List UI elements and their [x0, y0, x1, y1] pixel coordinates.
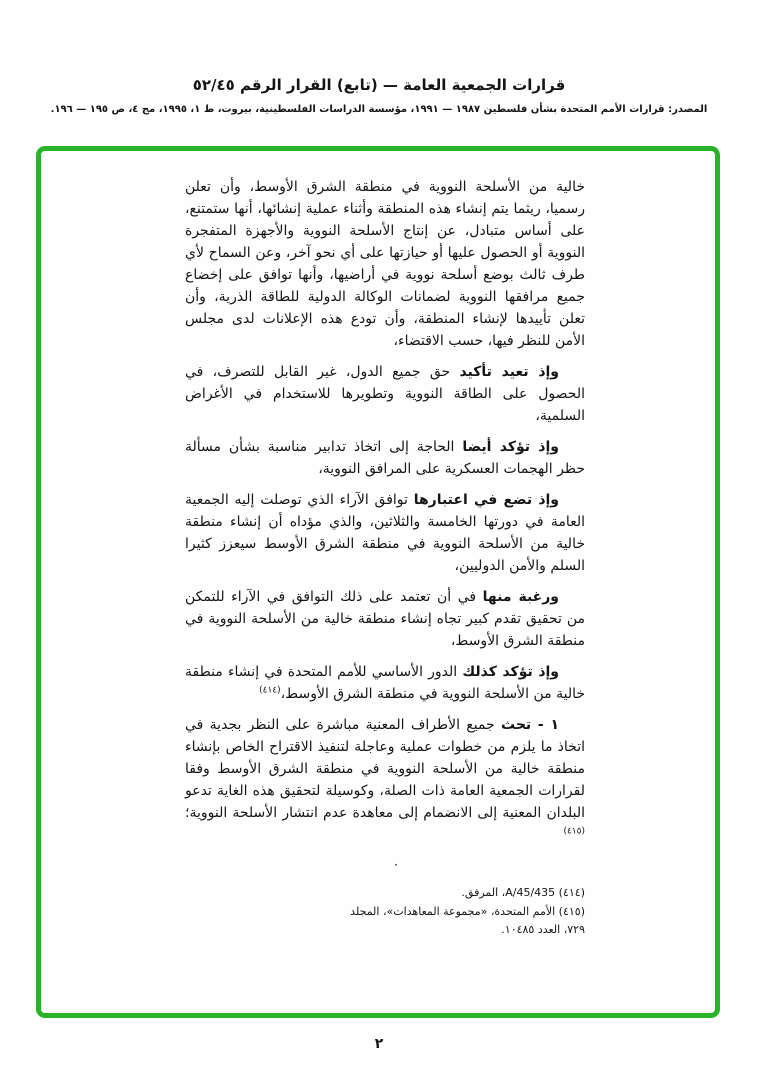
- paragraph-text: حق جميع الدول، غير القابل للتصرف، في الحصول على الطاقة النووية وتطويرها للاستخدام في الأغراض السلمية،: [185, 364, 585, 424]
- page-header: [0, 76, 758, 115]
- footnote-item: (٤١٤) A/45/435، المرفق.: [461, 886, 585, 899]
- paragraph-lead: وإذ تؤكد كذلك: [462, 664, 560, 680]
- paragraph-lead: وإذ تؤكد أيضا: [462, 439, 559, 455]
- footnotes-block: [333, 884, 585, 940]
- footnote-marker: (٤١٥): [563, 826, 585, 837]
- paragraph-text: الدور الأساسي للأمم المتحدة في إنشاء منطقة خالية من الأسلحة النووية في منطقة الشرق الأوسط،: [185, 664, 585, 702]
- paragraph-lead: ورغبة منها: [482, 589, 559, 605]
- body-end-mark: ·: [394, 858, 398, 872]
- page-title: قرارات الجمعية العامة — (تابع) القرار الرقم ٥٢/٤٥: [192, 76, 566, 94]
- paragraph-text: جميع الأطراف المعنية مباشرة على النظر بجدية في اتخاذ ما يلزم من خطوات عملية وعاجلة لتنفيذ الاقتراح الخاص بإنشاء منطقة خالية من الأسلحة النووية في منطقة الشرق الأوسط وفقا لقرارات الجمعية العامة ذات الصلة، وكوسيلة لتحقيق هذه الغاية تدعو البلدان المعنية إلى الانضمام إلى معاهدة عدم انتشار الأسلحة النووية؛: [185, 717, 585, 821]
- body-paragraph: [185, 361, 585, 427]
- body-paragraph: [185, 436, 585, 480]
- paragraph-lead: وإذ تعيد تأكيد: [459, 364, 559, 380]
- paragraph-lead: ١ - تحث: [501, 717, 559, 733]
- body-paragraph: [185, 176, 585, 352]
- footnote-item: (٤١٥) الأمم المتحدة، «مجموعة المعاهدات»، المجلد ٧٢٩، العدد ١٠٤٨٥.: [350, 905, 585, 936]
- paragraph-text: توافق الآراء الذي توصلت إليه الجمعية العامة في دورتها الخامسة والثلاثين، والذي مؤداه أن إنشاء منطقة خالية من الأسلحة النووية في منطقة الشرق الأوسط سيعزز كثيرا السلم والأمن الدوليين،: [185, 492, 585, 574]
- paragraph-text: في أن تعتمد على ذلك التوافق في الآراء للتمكن من تحقيق تقدم كبير تجاه إنشاء منطقة خالية من الأسلحة النووية في منطقة الشرق الأوسط،: [185, 589, 585, 649]
- body-paragraph: [185, 661, 585, 705]
- paragraph-text: الحاجة إلى اتخاذ تدابير مناسبة بشأن مسألة حظر الهجمات العسكرية على المرافق النووية،: [185, 439, 585, 477]
- body-paragraph: [185, 489, 585, 577]
- body-text: [185, 176, 585, 855]
- paragraph-text: خالية من الأسلحة النووية في منطقة الشرق الأوسط، وأن تعلن رسميا، ريثما يتم إنشاء هذه المنطقة وأثناء عملية إنشائها، أنها ستمتنع، على أساس متبادل، عن إنتاج الأسلحة النووية والأجهزة المتفجرة النووية أو الحصول عليها أو حيازتها على أي نحو آخر، وعن السماح لأي طرف ثالث بوضع أسلحة نووية في أراضيها، وأنها توافق على إخضاع جميع مرافقها النووية لضمانات الوكالة الدولية للطاقة الذرية، وأن تعلن تأييدها لإنشاء المنطقة، وأن تودع هذه الإعلانات لدى مجلس الأمن للنظر فيها، حسب الاقتضاء،: [185, 179, 585, 349]
- body-paragraph: [185, 714, 585, 846]
- footnote-marker: (٤١٤): [259, 685, 281, 696]
- page-number: ٢: [374, 1036, 384, 1052]
- paragraph-lead: وإذ تضع في اعتبارها: [413, 492, 559, 508]
- source-line: المصدر: قرارات الأمم المتحدة بشأن فلسطين ١٩٨٧ — ١٩٩١، مؤسسة الدراسات الفلسطينية، بيروت، ط ١، ١٩٩٥، مج ٤، ص ١٩٥ — ١٩٦.: [50, 104, 708, 115]
- body-paragraph: [185, 586, 585, 652]
